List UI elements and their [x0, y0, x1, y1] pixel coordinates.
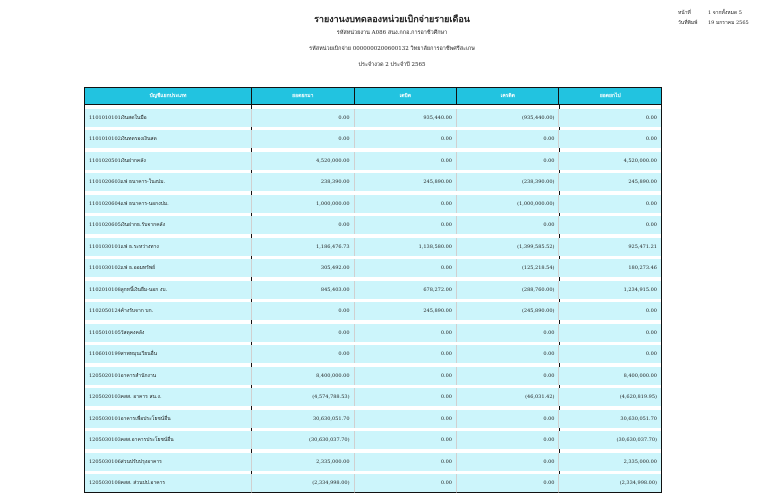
page-label: หน้าที่ — [678, 10, 691, 16]
table-row — [84, 474, 662, 493]
carried-forward-cell: 0.00 — [559, 302, 662, 320]
table-row — [84, 238, 662, 256]
account-cell — [84, 474, 252, 493]
credit-cell: (238,390.00) — [457, 173, 559, 191]
account-code: 1205020101 — [89, 372, 121, 379]
debit-cell: 0.00 — [355, 130, 457, 148]
account-cell — [84, 238, 252, 256]
brought-forward-cell: 2,335,000.00 — [252, 453, 354, 471]
account-name: แฟ ธ.ออมทรัพย์ — [120, 265, 156, 271]
print-date-value: 19 มกราคม 2565 — [708, 20, 749, 26]
account-cell — [84, 410, 252, 428]
carried-forward-cell: (30,630,037.70) — [559, 431, 662, 449]
account-code: 1101030102 — [89, 265, 121, 271]
carried-forward-cell: 0.00 — [559, 130, 662, 148]
debit-cell: 0.00 — [355, 410, 457, 428]
account-name: แฟ ธนาคาร-ในงปม. — [120, 179, 166, 185]
debit-cell: 0.00 — [355, 195, 457, 213]
table-header-row — [84, 87, 662, 105]
table-row — [84, 410, 662, 428]
carried-forward-cell: 0.00 — [559, 324, 662, 342]
brought-forward-cell: 845,403.00 — [252, 281, 354, 299]
account-code: 1205020103 — [89, 394, 121, 400]
account-cell — [84, 345, 252, 363]
carried-forward-cell: 0.00 — [559, 109, 662, 127]
carried-forward-cell: 245,890.00 — [559, 173, 662, 191]
brought-forward-cell: 8,400,000.00 — [252, 367, 354, 385]
brought-forward-cell: (4,574,788.53) — [252, 388, 354, 406]
credit-cell: (1,000,000.00) — [457, 195, 559, 213]
account-name: เงินฝากคลัง — [120, 157, 146, 164]
carried-forward-cell: 180,273.46 — [559, 259, 662, 277]
debit-cell: 0.00 — [355, 474, 457, 493]
carried-forward-cell: (2,334,998.00) — [559, 474, 662, 493]
credit-cell: (935,440.00) — [457, 109, 559, 127]
debit-cell: 1,138,580.00 — [355, 238, 457, 256]
table-row — [84, 345, 662, 363]
account-code: 1106010199 — [89, 351, 121, 357]
account-cell — [84, 109, 252, 127]
account-code: 1101020605 — [89, 222, 121, 228]
account-code: 1205030103 — [89, 437, 121, 443]
brought-forward-cell: 0.00 — [252, 216, 354, 234]
account-cell — [84, 195, 252, 213]
credit-cell: 0.00 — [457, 152, 559, 170]
account-code: 1205030108 — [89, 480, 121, 486]
table-row — [84, 388, 662, 406]
account-name: เงินทดรองเงินสด — [120, 136, 157, 142]
table-row — [84, 109, 662, 127]
account-name: ส่วนปรับปรุงอาคาร — [120, 458, 162, 465]
brought-forward-cell: 0.00 — [252, 130, 354, 148]
table-row — [84, 281, 662, 299]
header-debit: เดบิต — [355, 87, 457, 105]
print-date-label: วันที่พิมพ์ — [678, 20, 698, 26]
page-info — [678, 8, 778, 28]
page-value: 1 จากทั้งหมด 5 — [708, 10, 742, 16]
credit-cell: 0.00 — [457, 453, 559, 471]
account-cell — [84, 453, 252, 471]
credit-cell: 0.00 — [457, 216, 559, 234]
account-name: คสส.อาคารประโยชน์อื่น — [120, 437, 174, 443]
header-credit: เครดิต — [457, 87, 559, 105]
credit-cell: (288,760.00) — [457, 281, 559, 299]
account-cell — [84, 431, 252, 449]
account-cell — [84, 130, 252, 148]
account-code: 1105010105 — [89, 329, 121, 336]
account-name: สาพหมุนเวียนอื่น — [120, 351, 158, 357]
credit-cell: 0.00 — [457, 130, 559, 148]
account-code: 1101020501 — [89, 157, 121, 164]
account-cell — [84, 216, 252, 234]
account-cell — [84, 367, 252, 385]
account-code: 1101010101 — [89, 114, 121, 121]
table-row — [84, 367, 662, 385]
account-cell — [84, 302, 252, 320]
table-row — [84, 259, 662, 277]
credit-cell: 0.00 — [457, 410, 559, 428]
account-name: เงินสดในมือ — [120, 114, 147, 121]
debit-cell: 0.00 — [355, 216, 457, 234]
account-name: เงินฝากธ.รับจากคลัง — [120, 222, 166, 228]
brought-forward-cell: 1,186,476.73 — [252, 238, 354, 256]
report-title: รายงานงบทดลองหน่วยเบิกจ่ายรายเดือน — [314, 15, 470, 25]
carried-forward-cell: 4,520,000.00 — [559, 152, 662, 170]
account-name: แฟ ธนาคาร-นอกงปม. — [120, 200, 169, 207]
table-row — [84, 302, 662, 320]
account-cell — [84, 324, 252, 342]
agency-line: รหัสหน่วยงาน A086 สนง.กกอ.การอาชีวศึกษา — [336, 30, 448, 36]
account-name: อาคารเพื่อประโยชน์อื่น — [120, 415, 171, 422]
header-account: บัญชีแยกประเภท — [84, 87, 252, 105]
account-cell — [84, 281, 252, 299]
table-row — [84, 130, 662, 148]
debit-cell: 245,890.00 — [355, 173, 457, 191]
credit-cell: 0.00 — [457, 474, 559, 493]
credit-cell: 0.00 — [457, 345, 559, 363]
carried-forward-cell: 0.00 — [559, 345, 662, 363]
account-name: ค้างรับจาก บก. — [120, 308, 154, 314]
debit-cell: 0.00 — [355, 388, 457, 406]
debit-cell: 0.00 — [355, 367, 457, 385]
table-row — [84, 453, 662, 471]
account-name: ลูกหนี้เงินยืม-นอก งบ. — [120, 286, 168, 293]
brought-forward-cell: (2,334,998.00) — [252, 474, 354, 493]
brought-forward-cell: 1,000,000.00 — [252, 195, 354, 213]
unit-line: รหัสหน่วยเบิกจ่าย 0000000200600132 วิทยาลัยการอาชีพศรีสะเกษ — [309, 46, 475, 52]
account-code: 1102050124 — [89, 308, 121, 314]
brought-forward-cell: 305,492.00 — [252, 259, 354, 277]
carried-forward-cell: 8,400,000.00 — [559, 367, 662, 385]
debit-cell: 0.00 — [355, 259, 457, 277]
table-row — [84, 324, 662, 342]
brought-forward-cell: 0.00 — [252, 302, 354, 320]
account-name: คสส. อาคาร สน.ง. — [120, 394, 162, 400]
table-body — [84, 105, 662, 493]
table-row — [84, 216, 662, 234]
carried-forward-cell: 30,630,051.70 — [559, 410, 662, 428]
credit-cell: (1,399,585.52) — [457, 238, 559, 256]
carried-forward-cell: 2,335,000.00 — [559, 453, 662, 471]
trial-balance-table — [84, 87, 662, 493]
brought-forward-cell: 4,520,000.00 — [252, 152, 354, 170]
brought-forward-cell: 238,390.00 — [252, 173, 354, 191]
credit-cell: (245,890.00) — [457, 302, 559, 320]
account-code: 1101010102 — [89, 136, 121, 142]
table-row — [84, 152, 662, 170]
carried-forward-cell: 0.00 — [559, 195, 662, 213]
carried-forward-cell: 925,471.21 — [559, 238, 662, 256]
account-code: 1102010108 — [89, 286, 121, 293]
debit-cell: 0.00 — [355, 453, 457, 471]
credit-cell: 0.00 — [457, 367, 559, 385]
credit-cell: (46,031.42) — [457, 388, 559, 406]
header-brought-forward: ยอดยกมา — [252, 87, 354, 105]
account-name: คสส. ส่วนปป.อาคาร — [120, 480, 166, 486]
debit-cell: 0.00 — [355, 431, 457, 449]
carried-forward-cell: 0.00 — [559, 216, 662, 234]
debit-cell: 0.00 — [355, 152, 457, 170]
credit-cell: (125,218.54) — [457, 259, 559, 277]
brought-forward-cell: 0.00 — [252, 109, 354, 127]
account-name: แฟ ธ.ระหว่างทาง — [120, 243, 159, 250]
account-cell — [84, 259, 252, 277]
account-code: 1101020604 — [89, 200, 121, 207]
header-carried-forward: ยอดยกไป — [559, 87, 662, 105]
account-cell — [84, 152, 252, 170]
brought-forward-cell: 30,630,051.70 — [252, 410, 354, 428]
table-row — [84, 173, 662, 191]
account-cell — [84, 388, 252, 406]
credit-cell: 0.00 — [457, 431, 559, 449]
account-code: 1205030106 — [89, 458, 121, 465]
debit-cell: 245,890.00 — [355, 302, 457, 320]
debit-cell: 0.00 — [355, 345, 457, 363]
debit-cell: 935,440.00 — [355, 109, 457, 127]
account-cell — [84, 173, 252, 191]
brought-forward-cell: 0.00 — [252, 324, 354, 342]
account-name: วัสดุคงคลัง — [120, 329, 145, 336]
brought-forward-cell: (30,630,037.70) — [252, 431, 354, 449]
account-name: อาคารสำนักงาน — [120, 372, 157, 379]
period-line: ประจำงวด 2 ประจำปี 2565 — [358, 62, 426, 68]
credit-cell: 0.00 — [457, 324, 559, 342]
carried-forward-cell: (4,620,819.95) — [559, 388, 662, 406]
brought-forward-cell: 0.00 — [252, 345, 354, 363]
account-code: 1101020603 — [89, 179, 121, 185]
debit-cell: 678,272.00 — [355, 281, 457, 299]
account-code: 1101030101 — [89, 243, 121, 250]
table-row — [84, 431, 662, 449]
table-row — [84, 195, 662, 213]
carried-forward-cell: 1,234,915.00 — [559, 281, 662, 299]
debit-cell: 0.00 — [355, 324, 457, 342]
account-code: 1205030101 — [89, 415, 121, 422]
